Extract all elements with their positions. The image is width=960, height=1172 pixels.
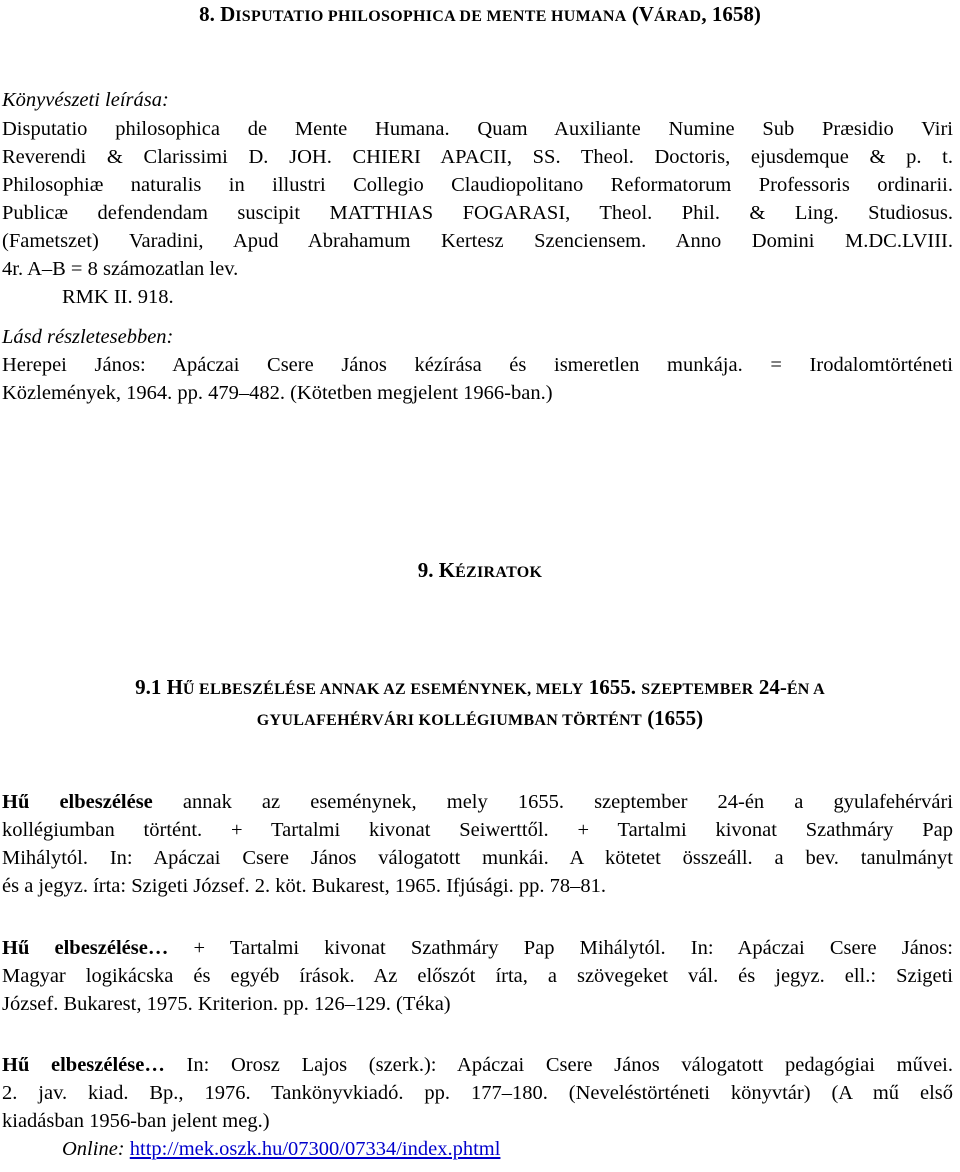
biblio-line: Disputatio philosophica de Mente Humana. Quam Auxiliante Numine Sub Præsidio Viri — [2, 118, 953, 140]
entry-line: Mihálytól. In: Apáczai Csere János válogatott munkái. A kötetet összeáll. a bev. tanulmányt — [2, 847, 953, 869]
biblio-line: Philosophiæ naturalis in illustri Collegio Claudiopolitano Reformatorum Professoris ordinarii. — [2, 174, 953, 196]
online-link[interactable]: http://mek.oszk.hu/07300/07334/index.phtml — [129, 1138, 501, 1160]
entry-1: Hű elbeszélése annak az eseménynek, mely 1655. szeptember 24-én a gyulafehérvári kollégiumban történt. + Tartalmi kivonat Seiwerttől. + Tartalmi kivonat Szathmáry Pap Mihálytól. In: Apáczai Csere János válogatott munkái. A kötetet összeáll. a bev. tanulmányt és a jegyz. írta: Szigeti József. 2. köt. Bukarest, 1965. Ifjúsági. pp. 78–81. — [2, 788, 953, 900]
entry-line: 2. jav. kiad. Bp., 1976. Tankönyvkiadó. pp. 177–180. (Neveléstörténeti könyvtár) (A mű első — [2, 1082, 953, 1104]
detail-reference — [2, 351, 953, 407]
biblio-line: (Fametszet) Varadini, Apud Abrahamum Kertesz Szenciensem. Anno Domini M.DC.LVIII. — [2, 230, 953, 252]
entry-title: Hű elbeszélése… — [2, 1054, 165, 1076]
detail-line: Herepei János: Apáczai Csere János kézírása és ismeretlen munkája. = Irodalomtörténeti — [2, 354, 953, 376]
section-8-heading: 8. DISPUTATIO PHILOSOPHICA DE MENTE HUMANA (VÁRAD, 1658) — [199, 2, 761, 26]
entry-title: Hű elbeszélése… — [2, 937, 169, 959]
online-label: Online: — [62, 1138, 125, 1160]
section-9-1-heading: 9.1 HŰ ELBESZÉLÉSE ANNAK AZ ESEMÉNYNEK, MELY 1655. SZEPTEMBER 24-ÉN A GYULAFEHÉRVÁRI KOLLÉGIUMBAN TÖRTÉNT (1655) — [135, 675, 825, 730]
entry-line: József. Bukarest, 1975. Kriterion. pp. 126–129. (Téka) — [2, 993, 451, 1015]
entry-line: Magyar logikácska és egyéb írások. Az előszót írta, a szövegeket vál. és jegyz. ell.: Szigeti — [2, 965, 953, 987]
section-9-heading: 9. KÉZIRATOK — [417, 558, 543, 582]
detail-line: Közlemények, 1964. pp. 479–482. (Kötetben megjelent 1966-ban.) — [2, 382, 553, 404]
biblio-description — [2, 115, 953, 311]
biblio-label: Könyvészeti leírása: — [2, 89, 169, 111]
detail-label: Lásd részletesebben: — [2, 326, 174, 348]
rmk-reference: RMK II. 918. — [62, 286, 174, 308]
entry-line: kiadásban 1956-ban jelent meg.) — [2, 1110, 270, 1132]
entry-2: Hű elbeszélése… + Tartalmi kivonat Szathmáry Pap Mihálytól. In: Apáczai Csere János: Magyar logikácska és egyéb írások. Az előszót írta, a szövegeket vál. és jegyz. ell.: Szigeti József. Bukarest, 1975. Kriterion. pp. 126–129. (Téka) — [2, 934, 953, 1018]
entry-3: Hű elbeszélése… In: Orosz Lajos (szerk.): Apáczai Csere János válogatott pedagógiai művei. 2. jav. kiad. Bp., 1976. Tankönyvkiadó. pp. 177–180. (Neveléstörténeti könyvtár) (A mű első kiadásban 1956-ban jelent meg.) Online: http://mek.oszk.hu/07300/07334/index.phtml — [2, 1054, 953, 1160]
entry-title: Hű elbeszélése — [2, 791, 153, 813]
biblio-line: 4r. A–B = 8 számozatlan lev. — [2, 258, 239, 280]
biblio-line: Reverendi & Clarissimi D. JOH. CHIERI APACII, SS. Theol. Doctoris, ejusdemque & p. t. — [2, 146, 953, 168]
entry-line: kollégiumban történt. + Tartalmi kivonat Seiwerttől. + Tartalmi kivonat Szathmáry Pap — [2, 819, 953, 841]
biblio-line: Publicæ defendendam suscipit MATTHIAS FOGARASI, Theol. Phil. & Ling. Studiosus. — [2, 202, 953, 224]
entry-line: és a jegyz. írta: Szigeti József. 2. köt. Bukarest, 1965. Ifjúsági. pp. 78–81. — [2, 875, 607, 897]
